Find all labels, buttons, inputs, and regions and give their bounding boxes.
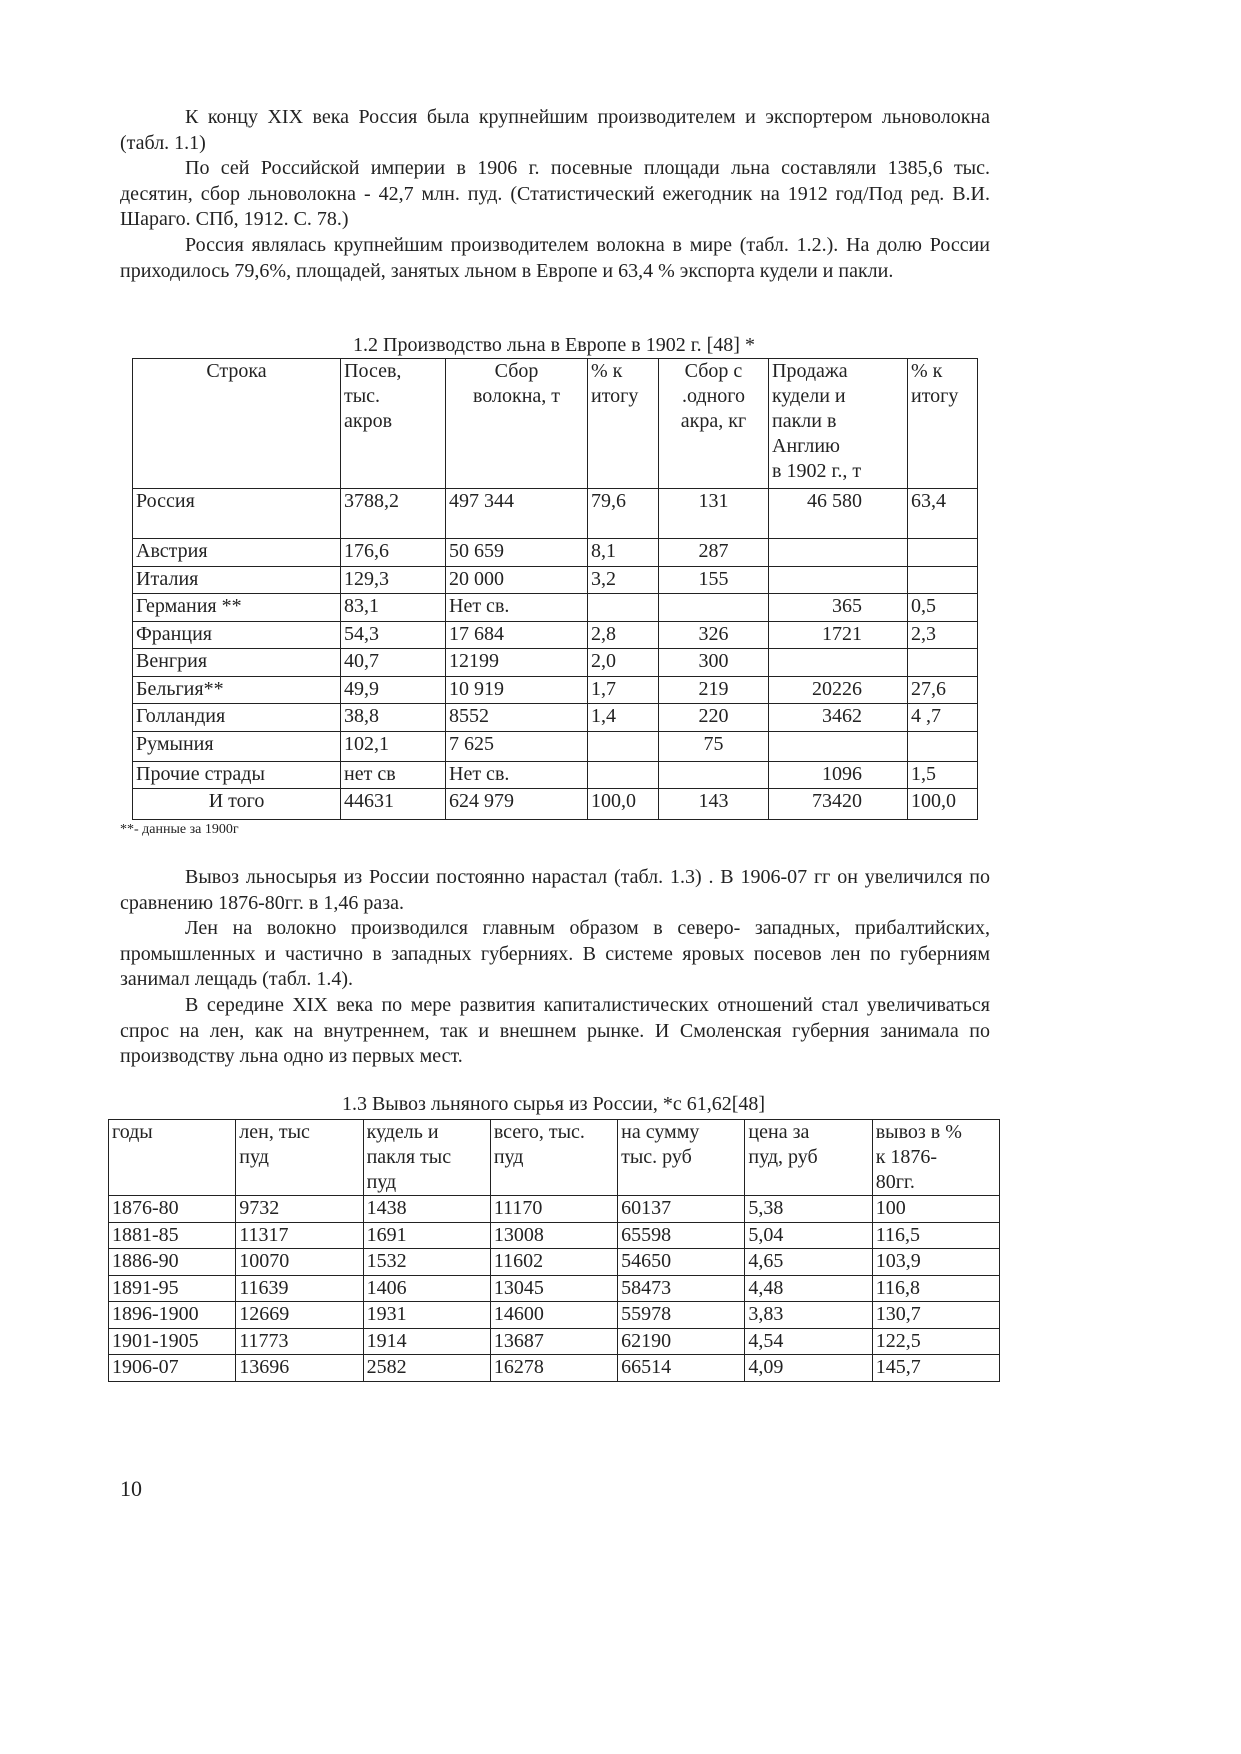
column-header: Продажа кудели и пакли в Англию в 1902 г., т [769,359,908,489]
table-cell: 11170 [490,1196,617,1223]
table-cell: 116,5 [872,1222,999,1249]
table-cell: 1896-1900 [109,1302,236,1329]
column-header: кудель и пакля тыс пуд [363,1120,490,1196]
table-cell: Бельгия** [133,676,341,704]
table-cell: 219 [659,676,769,704]
table-cell: 66514 [618,1355,745,1382]
table-cell: 1906-07 [109,1355,236,1382]
table-cell [908,649,978,677]
page-number: 10 [120,1476,142,1501]
table-cell [769,539,908,567]
table-cell [908,539,978,567]
table-cell: 131 [659,489,769,539]
table-cell: 20226 [769,676,908,704]
table-cell: 27,6 [908,676,978,704]
table-cell: 1096 [769,761,908,789]
table-cell: И того [133,789,341,820]
table-cell: 1891-95 [109,1275,236,1302]
table-row [109,1222,1000,1249]
table-cell: Австрия [133,539,341,567]
table-cell: 11773 [236,1328,363,1355]
table-cell: 75 [659,731,769,761]
table-cell: 58473 [618,1275,745,1302]
table-cell: 8552 [446,704,588,732]
table-cell: 1721 [769,621,908,649]
column-header: лен, тыс пуд [236,1120,363,1196]
table-cell [588,731,659,761]
paragraph: К концу XIX века Россия была крупнейшим производителем и экспортером льноволокна (табл. 1.1) [120,106,990,154]
table-cell: 497 344 [446,489,588,539]
table-row [133,789,978,820]
table-cell: 326 [659,621,769,649]
table-cell: 1901-1905 [109,1328,236,1355]
table-cell: Румыния [133,731,341,761]
table-cell: 10070 [236,1249,363,1276]
table-cell: 11317 [236,1222,363,1249]
table-cell [908,566,978,594]
table-cell: 143 [659,789,769,820]
table-cell: 10 919 [446,676,588,704]
table-cell: 220 [659,704,769,732]
table-cell [659,761,769,789]
table-cell: 176,6 [341,539,446,567]
table-cell: 49,9 [341,676,446,704]
table-1-2 [132,358,978,820]
table-cell: 1914 [363,1328,490,1355]
table-cell: 40,7 [341,649,446,677]
table-cell: 60137 [618,1196,745,1223]
table-cell: Венгрия [133,649,341,677]
table-cell: 0,5 [908,594,978,622]
table-cell: 1,7 [588,676,659,704]
table-cell [588,594,659,622]
column-header: на сумму тыс. руб [618,1120,745,1196]
table-cell: Прочие страды [133,761,341,789]
table-cell: Россия [133,489,341,539]
table-cell: 65598 [618,1222,745,1249]
table-cell: 624 979 [446,789,588,820]
header-row [109,1120,1000,1196]
table-cell: 1,5 [908,761,978,789]
table-cell: 4,09 [745,1355,872,1382]
table-cell: 2,3 [908,621,978,649]
table-cell: 365 [769,594,908,622]
table-cell: 100 [872,1196,999,1223]
table-cell: 287 [659,539,769,567]
table-cell: 13008 [490,1222,617,1249]
paragraph: В середине XIX века по мере развития капиталистических отношений стал увеличиваться спрос на лен, как на внутреннем, так и внешнем рынке. И Смоленская губерния занимала по производству льна одно из первых мест. [120,993,990,1068]
table-1-3-caption: 1.3 Вывоз льняного сырья из России, *с 61,62[48] [341,1093,766,1115]
table-row [133,489,978,539]
table-row [109,1355,1000,1382]
table-cell: 122,5 [872,1328,999,1355]
column-header: Строка [133,359,341,489]
table-cell [588,761,659,789]
table-cell: 73420 [769,789,908,820]
column-header: Сбор с .одного акра, кг [659,359,769,489]
table-cell: 1406 [363,1275,490,1302]
table-cell [769,649,908,677]
table-cell: 4,65 [745,1249,872,1276]
table-cell: 13045 [490,1275,617,1302]
table-cell: 4 ,7 [908,704,978,732]
table-cell: 103,9 [872,1249,999,1276]
table-cell: 116,8 [872,1275,999,1302]
table-cell: 130,7 [872,1302,999,1329]
column-header: Посев, тыс. акров [341,359,446,489]
table-cell: 79,6 [588,489,659,539]
table-1-3 [108,1119,1000,1382]
table-cell: 3462 [769,704,908,732]
table-cell: 12199 [446,649,588,677]
table-cell: Франция [133,621,341,649]
table-cell: 14600 [490,1302,617,1329]
table-cell: нет св [341,761,446,789]
table-cell: 8,1 [588,539,659,567]
table-row [133,539,978,567]
table-cell: Нет св. [446,761,588,789]
table-cell: 11639 [236,1275,363,1302]
table-cell: 100,0 [588,789,659,820]
intro-text [120,105,990,284]
table-cell: 4,48 [745,1275,872,1302]
table-row [133,761,978,789]
table-cell: 2,0 [588,649,659,677]
table-cell: 83,1 [341,594,446,622]
table-cell: 50 659 [446,539,588,567]
table-row [133,704,978,732]
table-cell: 1881-85 [109,1222,236,1249]
table-cell [659,594,769,622]
table-cell: 17 684 [446,621,588,649]
table-row [109,1328,1000,1355]
table-cell: 11602 [490,1249,617,1276]
table-row [109,1302,1000,1329]
column-header: % к итогу [908,359,978,489]
column-header: % к итогу [588,359,659,489]
paragraph: Лен на волокно производился главным образом в северо- западных, прибалтийских, промышленных и частично в западных губерниях. В системе яровых посевов лен по губерниям занимал лещадь (табл. 1.4). [120,917,990,991]
table-cell: 62190 [618,1328,745,1355]
table-row [133,676,978,704]
table-cell: 54,3 [341,621,446,649]
table-cell: 1876-80 [109,1196,236,1223]
table-row [109,1249,1000,1276]
table-cell [908,731,978,761]
table-cell: 44631 [341,789,446,820]
table-row [133,594,978,622]
table-cell: 5,38 [745,1196,872,1223]
table-cell: 1,4 [588,704,659,732]
header-row [133,359,978,489]
table-cell: 1532 [363,1249,490,1276]
table-cell: 46 580 [769,489,908,539]
table-cell: 145,7 [872,1355,999,1382]
table-cell: 1931 [363,1302,490,1329]
table-cell: 1438 [363,1196,490,1223]
table-cell: 12669 [236,1302,363,1329]
table-cell: 55978 [618,1302,745,1329]
table-cell: 63,4 [908,489,978,539]
table-row [109,1275,1000,1302]
table-cell: 2,8 [588,621,659,649]
table-cell: 3788,2 [341,489,446,539]
table-cell: Нет св. [446,594,588,622]
column-header: всего, тыс. пуд [490,1120,617,1196]
column-header: вывоз в % к 1876- 80гг. [872,1120,999,1196]
table-cell [769,566,908,594]
table-cell: 155 [659,566,769,594]
table-cell: 16278 [490,1355,617,1382]
table-cell: 1886-90 [109,1249,236,1276]
table-cell: 9732 [236,1196,363,1223]
table-cell: 3,83 [745,1302,872,1329]
table-row [133,621,978,649]
table-row [133,566,978,594]
table-cell: Голландия [133,704,341,732]
table-cell: 13687 [490,1328,617,1355]
column-header: цена за пуд, руб [745,1120,872,1196]
table-row [133,649,978,677]
table-cell: 102,1 [341,731,446,761]
table-cell: 13696 [236,1355,363,1382]
table-row [133,731,978,761]
table-row [109,1196,1000,1223]
table-cell [769,731,908,761]
column-header: годы [109,1120,236,1196]
paragraph: Вывоз льносырья из России постоянно нарастал (табл. 1.3) . В 1906-07 гг он увеличился по сравнению 1876-80гг. в 1,46 раза. [120,866,990,914]
table-cell: 54650 [618,1249,745,1276]
table-cell: 129,3 [341,566,446,594]
table-1-2-caption: 1.2 Производство льна в Европе в 1902 г. [48] * [353,334,755,356]
table-cell: 3,2 [588,566,659,594]
table-cell: 1691 [363,1222,490,1249]
body-text [120,865,990,1070]
table-cell: 20 000 [446,566,588,594]
table-cell: 300 [659,649,769,677]
table-cell: 38,8 [341,704,446,732]
column-header: Сбор волокна, т [446,359,588,489]
table-cell: 4,54 [745,1328,872,1355]
table-footnote: **- данные за 1900г [120,822,239,837]
table-cell: 7 625 [446,731,588,761]
table-cell: Италия [133,566,341,594]
table-cell: 100,0 [908,789,978,820]
table-cell: 5,04 [745,1222,872,1249]
table-cell: Германия ** [133,594,341,622]
paragraph: По сей Российской империи в 1906 г. посевные площади льна составляли 1385,6 тыс. десятин, сбор льноволокна - 42,7 млн. пуд. (Статистический ежегодник на 1912 год/Под ред. В.И. Шараго. СПб, 1912. С. 78.) [120,157,990,231]
table-cell: 2582 [363,1355,490,1382]
paragraph: Россия являлась крупнейшим производителем волокна в мире (табл. 1.2.). На долю России приходилось 79,6%, площадей, занятых льном в Европе и 63,4 % экспорта кудели и пакли. [120,233,990,282]
